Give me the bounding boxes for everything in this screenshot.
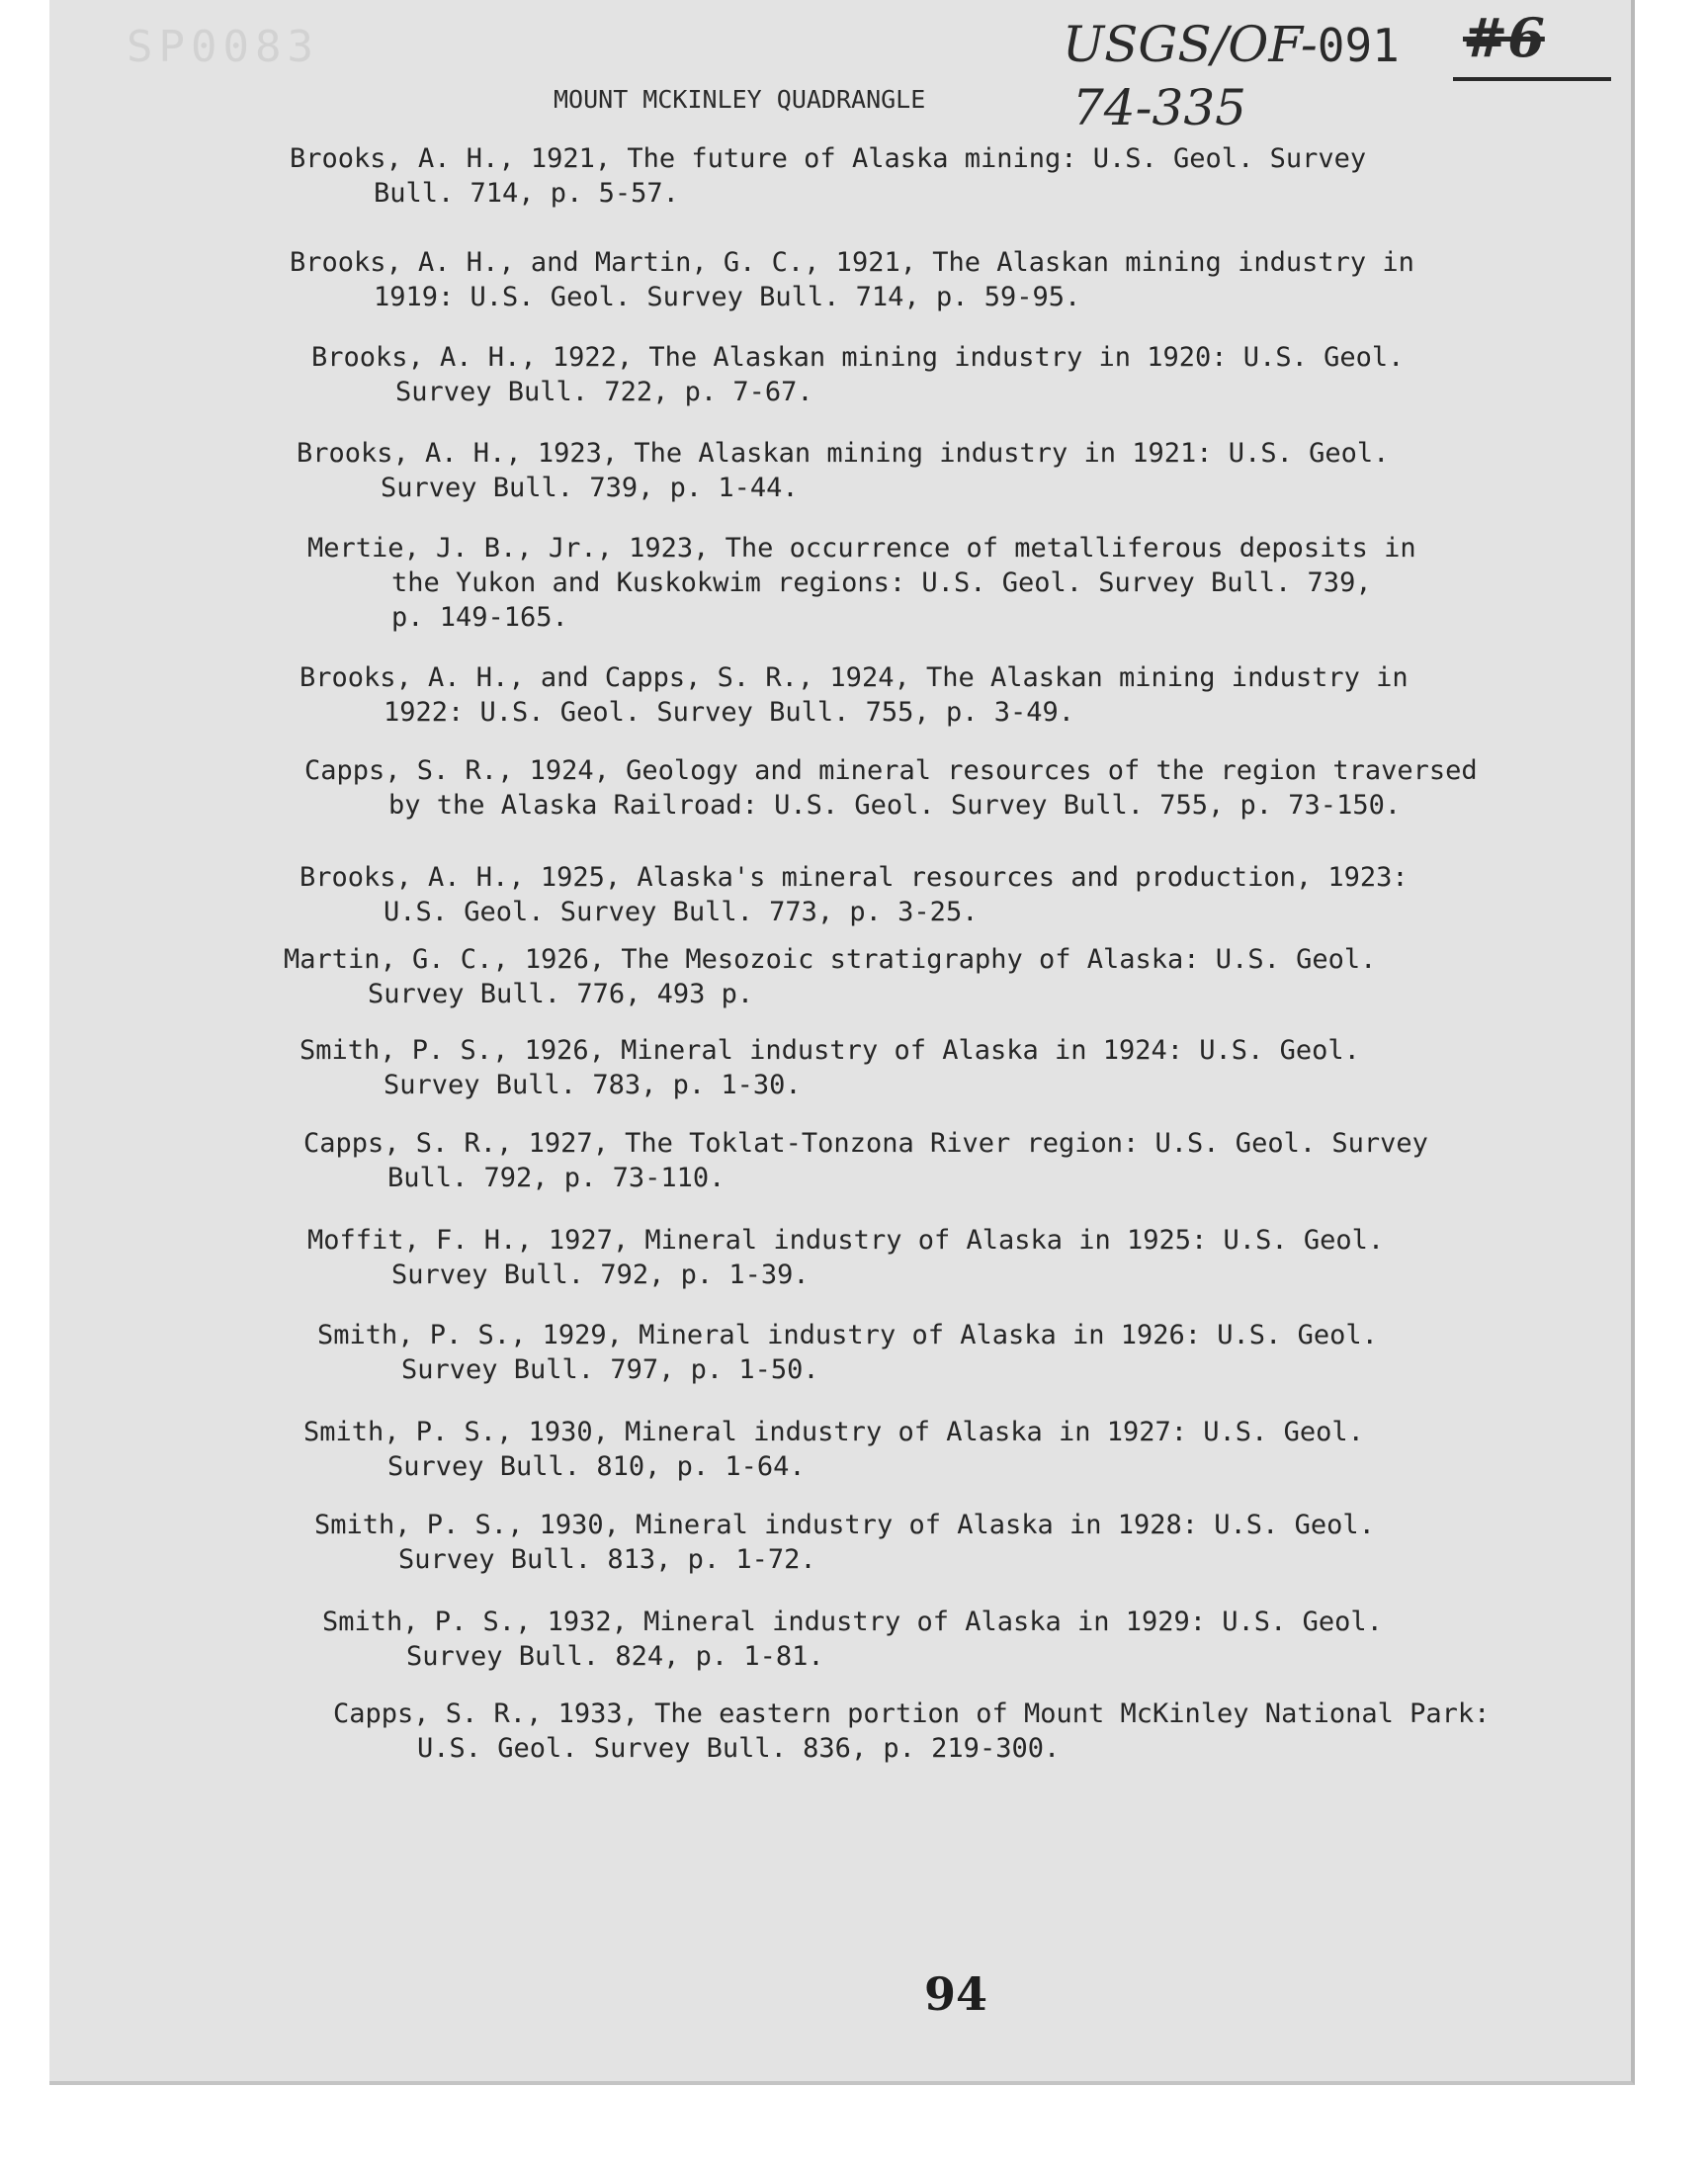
stamped-number: 091 <box>1317 19 1400 72</box>
reference-entry: Brooks, A. H., 1921, The future of Alaska mining: U.S. Geol. Survey Bull. 714, p. 5-57. <box>290 143 1367 209</box>
handwritten-series: USGS/OF- <box>1063 16 1318 73</box>
reference-entry: Brooks, A. H., 1925, Alaska's mineral resources and production, 1923: U.S. Geol. Survey Bull. 773, p. 3-25. <box>299 862 1409 927</box>
reference-entry: Martin, G. C., 1926, The Mesozoic stratigraphy of Alaska: U.S. Geol. Survey Bull. 776, 493 p. <box>284 944 1377 1009</box>
reference-entry: Capps, S. R., 1933, The eastern portion of Mount McKinley National Park: U.S. Geol. Survey Bull. 836, p. 219-300. <box>333 1698 1491 1764</box>
reference-entry: Brooks, A. H., and Martin, G. C., 1921, The Alaskan mining industry in 1919: U.S. Geol. Survey Bull. 714, p. 59-95. <box>290 247 1414 312</box>
reference-entry: Smith, P. S., 1929, Mineral industry of Alaska in 1926: U.S. Geol. Survey Bull. 797, p. 1-50. <box>317 1320 1378 1385</box>
handwritten-report-number: 74-335 <box>1072 79 1246 136</box>
reference-entry: Capps, S. R., 1927, The Toklat-Tonzona River region: U.S. Geol. Survey Bull. 792, p. 73-110. <box>303 1128 1428 1193</box>
reference-entry: Smith, P. S., 1930, Mineral industry of Alaska in 1927: U.S. Geol. Survey Bull. 810, p. 1-64. <box>303 1417 1364 1482</box>
reference-entry: Brooks, A. H., and Capps, S. R., 1924, The Alaskan mining industry in 1922: U.S. Geol. Survey Bull. 755, p. 3-49. <box>299 662 1409 728</box>
page-title: MOUNT MCKINLEY QUADRANGLE <box>554 85 926 114</box>
reference-entry: Mertie, J. B., Jr., 1923, The occurrence of metalliferous deposits in the Yukon and Kuskokwim regions: U.S. Geol. Survey Bull. 739, p. 149-165. <box>307 533 1416 633</box>
page-number: 94 <box>924 1967 988 2021</box>
reference-entry: Brooks, A. H., 1922, The Alaskan mining industry in 1920: U.S. Geol. Survey Bull. 722, p. 7-67. <box>311 342 1405 407</box>
reference-entry: Smith, P. S., 1930, Mineral industry of Alaska in 1928: U.S. Geol. Survey Bull. 813, p. 1-72. <box>314 1510 1375 1575</box>
reference-entry: Smith, P. S., 1926, Mineral industry of Alaska in 1924: U.S. Geol. Survey Bull. 783, p. 1-30. <box>299 1035 1360 1100</box>
reference-entry: Moffit, F. H., 1927, Mineral industry of Alaska in 1925: U.S. Geol. Survey Bull. 792, p. 1-39. <box>307 1225 1385 1290</box>
reference-entry: Capps, S. R., 1924, Geology and mineral resources of the region traversed by the Alaska Railroad: U.S. Geol. Survey Bull. 755, p. 73-150. <box>304 755 1478 821</box>
faded-stamp-number: SP0083 <box>127 22 319 72</box>
handwritten-tag: #6 <box>1463 6 1545 69</box>
reference-entry: Brooks, A. H., 1923, The Alaskan mining industry in 1921: U.S. Geol. Survey Bull. 739, p. 1-44. <box>297 438 1390 503</box>
reference-entry: Smith, P. S., 1932, Mineral industry of Alaska in 1929: U.S. Geol. Survey Bull. 824, p. 1-81. <box>322 1607 1383 1672</box>
